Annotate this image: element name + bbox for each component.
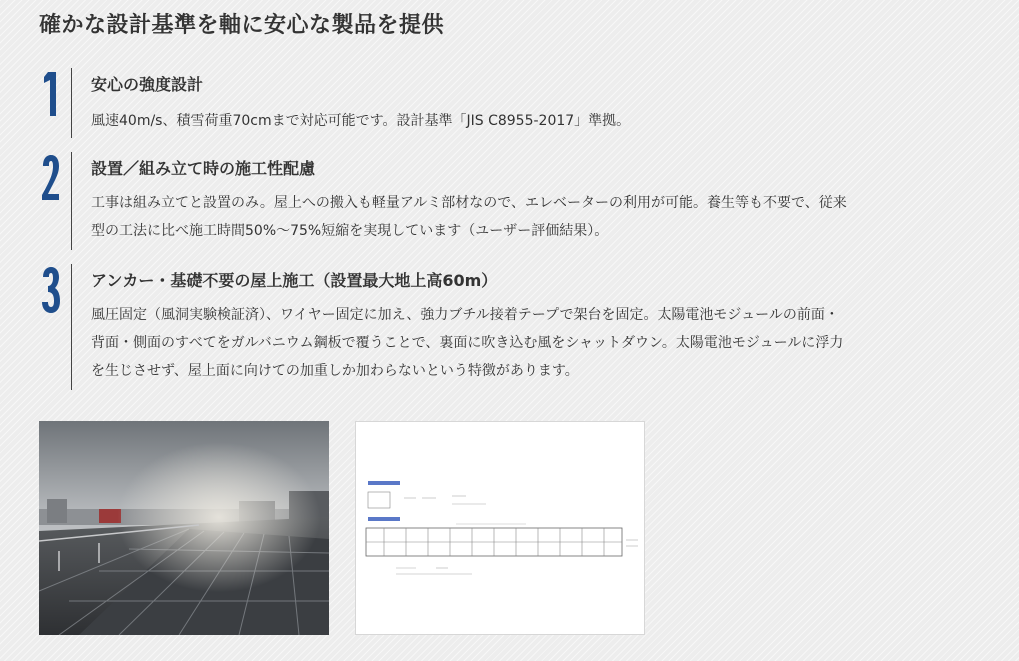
feature-item-3	[39, 264, 979, 390]
divider-line	[71, 152, 72, 250]
feature-title: アンカー・基礎不要の屋上施工（設置最大地上高60m）	[91, 271, 498, 290]
feature-text-line: 工事は組み立てと設置のみ。屋上への搬入も軽量アルミ部材なので、エレベーターの利用が可能。養生等も不要で、従来	[91, 195, 847, 211]
feature-title: 安心の強度設計	[91, 75, 204, 94]
number-3-glyph	[39, 264, 63, 316]
feature-text: 風速40m/s、積雪荷重70cmまで対応可能です。設計基準「JIS C8955-2017」準拠。	[91, 113, 631, 129]
feature-text-line: 背面・側面のすべてをガルバニウム鋼板で覆うことで、裏面に吹き込む風をシャットダウン。太陽電池モジュールに浮力	[91, 335, 844, 351]
rooftop-solar-photo	[39, 421, 329, 635]
number-1-glyph	[39, 68, 63, 120]
layout-drawing-image	[355, 421, 645, 635]
number-2-glyph	[39, 152, 63, 204]
feature-item-2	[39, 152, 979, 250]
divider-line	[71, 264, 72, 390]
page-title: 確かな設計基準を軸に安心な製品を提供	[39, 13, 445, 38]
feature-text-line: を生じさせず、屋上面に向けての加重しか加わらないという特徴があります。	[91, 363, 579, 379]
feature-text-line: 風圧固定（風洞実験検証済）、ワイヤー固定に加え、強力ブチル接着テープで架台を固定。太陽電池モジュールの前面・	[91, 307, 839, 323]
feature-text-line: 型の工法に比べ施工時間50%〜75%短縮を実現しています（ユーザー評価結果）。	[91, 223, 609, 239]
divider-line	[71, 68, 72, 138]
feature-title: 設置／組み立て時の施工性配慮	[91, 159, 316, 178]
feature-item-1	[39, 68, 979, 138]
